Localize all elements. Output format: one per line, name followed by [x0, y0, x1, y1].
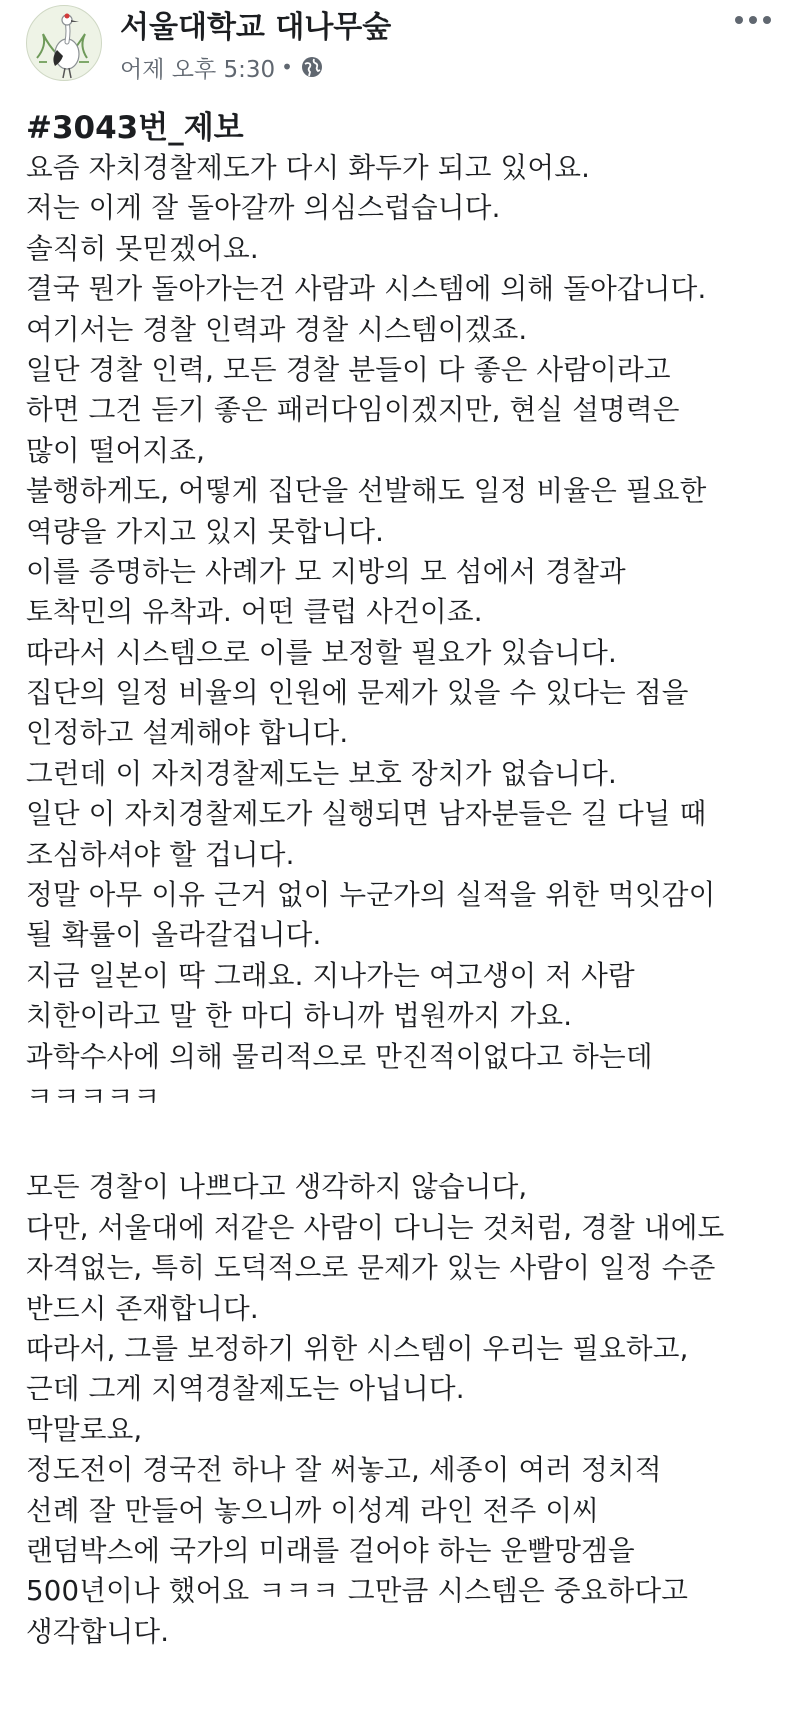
post-line: 정말 아무 이유 근거 없이 누군가의 실적을 위한 먹잇감이 — [26, 878, 716, 912]
post-line: 조심하셔야 할 겁니다. — [26, 837, 295, 871]
post-line: 될 확률이 올라갈겁니다. — [26, 918, 322, 952]
meta-separator: • — [281, 55, 293, 79]
post-line: 하면 그건 듣기 좋은 패러다임이겠지만, 현실 설명력은 — [26, 393, 680, 427]
more-options-icon[interactable] — [735, 10, 771, 30]
page-avatar[interactable] — [26, 5, 102, 81]
post-line: 500년이나 했어요 ㅋㅋㅋ 그만큼 시스템은 중요하다고 — [26, 1574, 689, 1608]
post-line: 토착민의 유착과. 어떤 클럽 사건이죠. — [26, 595, 483, 629]
post-title-hashtag[interactable]: #3043번_제보 — [26, 110, 244, 146]
post-line: 많이 떨어지죠, — [26, 433, 206, 467]
post-line: 여기서는 경찰 인력과 경찰 시스템이겠죠. — [26, 312, 528, 346]
crane-logo-icon — [27, 6, 101, 80]
post-line: 랜덤박스에 국가의 미래를 걸어야 하는 운빨망겜을 — [26, 1533, 635, 1567]
post-line: 인정하고 설계해야 합니다. — [26, 716, 349, 750]
post-line: 정도전이 경국전 하나 잘 써놓고, 세종이 여러 정치적 — [26, 1453, 662, 1487]
post-meta — [120, 52, 323, 82]
post-line: 결국 뭔가 돌아가는건 사람과 시스템에 의해 돌아갑니다. — [26, 272, 707, 306]
post-line: 근데 그게 지역경찰제도는 아닙니다. — [26, 1372, 465, 1406]
post-line: 역량을 가지고 있지 못합니다. — [26, 514, 385, 548]
post-line: 지금 일본이 딱 그래요. 지나가는 여고생이 저 사람 — [26, 958, 635, 992]
post-line: 요즘 자치경찰제도가 다시 화두가 되고 있어요. — [26, 151, 591, 184]
post-line: 생각합니다. — [26, 1614, 170, 1648]
post-line: 모든 경찰이 나쁘다고 생각하지 않습니다, — [26, 1170, 528, 1204]
post-timestamp[interactable]: 어제 오후 5:30 — [120, 56, 276, 83]
post-line: 막말로요, — [26, 1412, 143, 1446]
post-line: 집단의 일정 비율의 인원에 문제가 있을 수 있다는 점을 — [26, 676, 689, 710]
post-body — [26, 108, 797, 1652]
post-line: 따라서 시스템으로 이를 보정할 필요가 있습니다. — [26, 635, 617, 669]
page-name-link[interactable]: 서울대학교 대나무숲 — [120, 10, 392, 45]
more-dot — [749, 16, 757, 24]
post-line: 이를 증명하는 사례가 모 지방의 모 섬에서 경찰과 — [26, 554, 626, 588]
post-line: 다만, 서울대에 저같은 사람이 다니는 것처럼, 경찰 내에도 — [26, 1210, 725, 1244]
more-dot — [735, 16, 743, 24]
post-line: 일단 이 자치경찰제도가 실행되면 남자분들은 길 다닐 때 — [26, 797, 707, 831]
post-line: 따라서, 그를 보정하기 위한 시스템이 우리는 필요하고, — [26, 1331, 689, 1365]
post-line: 자격없는, 특히 도덕적으로 문제가 있는 사람이 일정 수준 — [26, 1251, 716, 1285]
post-line: 불행하게도, 어떻게 집단을 선발해도 일정 비율은 필요한 — [26, 474, 707, 508]
post-line: 반드시 존재합니다. — [26, 1291, 259, 1325]
post-header — [0, 0, 797, 100]
more-dot — [763, 16, 771, 24]
globe-icon — [301, 56, 323, 78]
post-line: 그런데 이 자치경찰제도는 보호 장치가 없습니다. — [26, 756, 617, 790]
post-line: 치한이라고 말 한 마디 하니까 법원까지 가요. — [26, 999, 573, 1033]
post-line: 솔직히 못믿겠어요. — [26, 231, 259, 265]
post-line: ㅋㅋㅋㅋㅋ — [26, 1079, 161, 1113]
post-line: 일단 경찰 인력, 모든 경찰 분들이 다 좋은 사람이라고 — [26, 352, 671, 386]
post-line: 저는 이게 잘 돌아갈까 의심스럽습니다. — [26, 191, 501, 225]
paragraph-break — [26, 1117, 797, 1167]
post-line: 과학수사에 의해 물리적으로 만진적이없다고 하는데 — [26, 1039, 653, 1073]
post-line: 선례 잘 만들어 놓으니까 이성계 라인 전주 이씨 — [26, 1493, 600, 1527]
